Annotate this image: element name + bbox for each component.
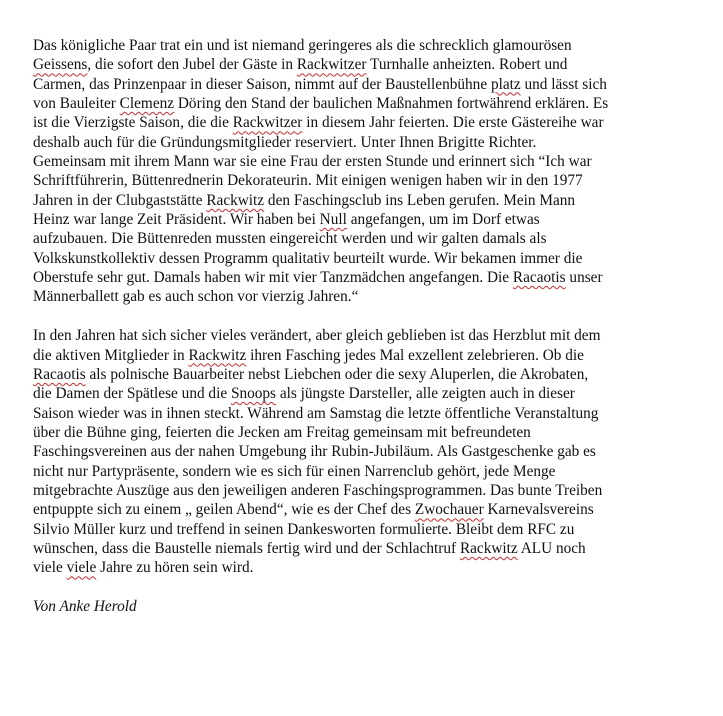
text-line bbox=[33, 133, 695, 152]
text-run: viele bbox=[33, 559, 67, 577]
text-run: als jüngste Darsteller, alle zeigten auch in dieser bbox=[276, 385, 575, 403]
text-run: In den Jahren hat sich sicher vieles verändert, aber gleich geblieben ist das Herzblut mit dem bbox=[33, 327, 601, 345]
text-run: Jahre zu hören sein wird. bbox=[96, 559, 254, 577]
article-paragraph-1 bbox=[33, 36, 695, 307]
text-run: wünschen, dass die Baustelle niemals fertig wird und der Schlachtruf bbox=[33, 539, 460, 557]
text-run: Das königliche Paar trat ein und ist niemand geringeres als die schrecklich glamourösen bbox=[33, 37, 572, 54]
text-run: Jahren in der Clubgaststätte bbox=[33, 191, 207, 209]
text-run: ALU noch bbox=[517, 539, 586, 557]
text-line bbox=[33, 94, 695, 113]
text-line bbox=[33, 520, 695, 539]
text-run: , die sofort den Jubel der Gäste in bbox=[87, 56, 297, 74]
spellcheck-flagged-word: platz bbox=[490, 75, 521, 93]
text-line bbox=[33, 404, 695, 423]
text-line bbox=[33, 365, 695, 384]
text-run: Faschingsvereinen aus der nahen Umgebung ihr Rubin-Jubiläum. Als Gastgeschenke gab es bbox=[33, 443, 596, 461]
text-line bbox=[33, 423, 695, 442]
text-line bbox=[33, 36, 695, 55]
text-run: die aktiven Mitglieder in bbox=[33, 346, 189, 364]
spellcheck-flagged-word: Racaotis bbox=[512, 269, 566, 287]
text-line bbox=[33, 384, 695, 403]
text-line bbox=[33, 558, 695, 577]
text-line bbox=[33, 113, 695, 132]
spellcheck-flagged-word: Zwochauer bbox=[414, 501, 484, 519]
text-run: Gemeinsam mit ihrem Mann war sie eine Frau der ersten Stunde und erinnert sich “Ich war bbox=[33, 153, 592, 171]
text-line bbox=[33, 287, 695, 306]
text-run: Saison wieder was in ihnen steckt. Während am Samstag die letzte öffentliche Veranstaltung bbox=[33, 404, 599, 422]
spellcheck-flagged-word: Rackwitzer bbox=[232, 114, 303, 132]
text-line bbox=[33, 249, 695, 268]
text-run: Volkskunstkollektiv dessen Programm qualitativ beurteilt wurde. Wir bekamen immer die bbox=[33, 249, 583, 267]
text-run: aufzubauen. Die Büttenreden mussten eingereicht werden und wir galten damals als bbox=[33, 230, 547, 248]
text-line bbox=[33, 326, 695, 345]
text-run: Carmen, das Prinzenpaar in dieser Saison, nimmt auf der Baustellenbühne bbox=[33, 75, 491, 93]
text-run: Silvio Müller kurz und treffend in seinen Dankesworten formulierte. Bleibt dem RFC zu bbox=[33, 520, 575, 538]
text-run: den Faschingsclub ins Leben gerufen. Mein Mann bbox=[264, 191, 576, 209]
text-line bbox=[33, 481, 695, 500]
text-run: nicht nur Partypräsente, sondern wie es sich für einen Narrenclub gehört, jede Menge bbox=[33, 462, 556, 480]
spellcheck-flagged-word: Racaotis bbox=[33, 365, 86, 383]
text-run: unser bbox=[565, 269, 603, 287]
article-paragraph-2 bbox=[33, 326, 695, 577]
text-line bbox=[33, 442, 695, 461]
text-line bbox=[33, 191, 695, 210]
text-run: deshalb auch für die Gründungsmitglieder reserviert. Unter Ihnen Brigitte Richter. bbox=[33, 133, 537, 151]
text-run: Karnevalsvereins bbox=[483, 501, 594, 519]
spellcheck-flagged-word: Null bbox=[319, 211, 347, 229]
text-line bbox=[33, 229, 695, 248]
text-line bbox=[33, 539, 695, 558]
text-run: angefangen, um im Dorf etwas bbox=[346, 211, 540, 229]
text-run: Oberstufe sehr gut. Damals haben wir mit vier Tanzmädchen angefangen. Die bbox=[33, 269, 513, 287]
text-run: Turnhalle anheizten. Robert und bbox=[366, 56, 568, 74]
text-run: die Damen der Spätlese und die bbox=[33, 385, 231, 403]
document-page bbox=[33, 36, 695, 616]
text-run: in diesem Jahr feierten. Die erste Gästereihe war bbox=[302, 114, 604, 132]
spellcheck-flagged-word: Clemenz bbox=[119, 95, 175, 113]
spellcheck-flagged-word: Geissens bbox=[33, 56, 88, 74]
text-line bbox=[33, 268, 695, 287]
text-run: Schriftführerin, Büttenrednerin Dekorateurin. Mit einigen wenigen haben wir in den 1977 bbox=[33, 172, 583, 190]
spellcheck-flagged-word: Snoops bbox=[230, 385, 277, 403]
spellcheck-flagged-word: viele bbox=[66, 559, 97, 577]
text-line bbox=[33, 75, 695, 94]
text-line bbox=[33, 152, 695, 171]
text-run: Döring den Stand der baulichen Maßnahmen fortwährend erklären. Es bbox=[174, 95, 609, 113]
text-run: ihren Fasching jedes Mal exzellent zelebrieren. Ob die bbox=[246, 346, 584, 364]
spellcheck-flagged-word: Rackwitzer bbox=[296, 56, 367, 74]
spellcheck-flagged-word: Rackwitz bbox=[188, 346, 247, 364]
text-run: ist die Vierzigste Saison, die die bbox=[33, 114, 233, 132]
paragraph-spacing bbox=[33, 578, 695, 597]
text-line bbox=[33, 500, 695, 519]
text-run: über die Bühne ging, feierten die Jecken am Freitag gemeinsam mit befreundeten bbox=[33, 423, 531, 441]
text-run: mitgebrachte Auszüge aus den jeweiligen anderen Faschingsprogrammen. Das bunte Treiben bbox=[33, 481, 603, 499]
text-run: als polnische Bauarbeiter nebst Liebchen oder die sexy Aluperlen, die Akrobaten, bbox=[85, 365, 589, 383]
text-run: Männerballett gab es auch schon vor vierzig Jahren.“ bbox=[33, 288, 359, 306]
paragraph-spacing bbox=[33, 307, 695, 326]
author-signature: Von Anke Herold bbox=[33, 597, 137, 615]
spellcheck-flagged-word: Rackwitz bbox=[459, 539, 518, 557]
text-line bbox=[33, 55, 695, 74]
text-run: Heinz war lange Zeit Präsident. Wir haben bei bbox=[33, 211, 320, 229]
text-run: und lässt sich bbox=[520, 75, 607, 93]
text-line bbox=[33, 210, 695, 229]
text-run: entpuppte sich zu einem „ geilen Abend“, wie es der Chef des bbox=[33, 501, 415, 519]
text-run: von Bauleiter bbox=[33, 95, 120, 113]
text-line bbox=[33, 462, 695, 481]
text-line bbox=[33, 171, 695, 190]
spellcheck-flagged-word: Rackwitz bbox=[206, 191, 265, 209]
text-line bbox=[33, 346, 695, 365]
